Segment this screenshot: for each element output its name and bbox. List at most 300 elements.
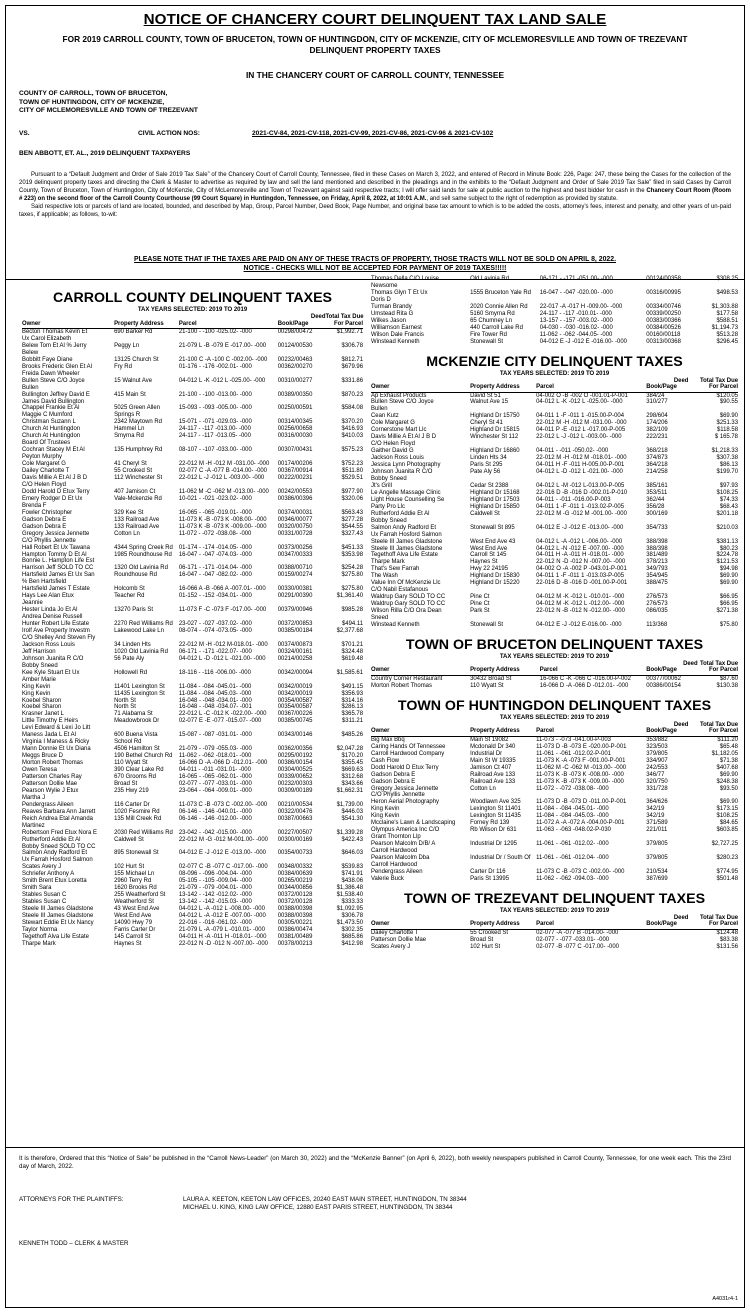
deed-cell: 388/398 [646,538,668,545]
tax-cell: $210.03 [716,524,738,531]
table-row [22,802,363,809]
tax-cell: $314.16 [341,697,363,704]
parcel-cell: 11-084 - -084 -045.03- -000 [536,813,609,820]
address-cell: 2342 Maytown Rd [114,419,162,426]
table-row [22,739,363,746]
table-row [22,558,363,565]
table-row [22,823,363,830]
tax-cell: $355.45 [341,760,363,767]
address-cell: 102 Hurt St [470,943,501,950]
table-row [22,878,363,885]
column-header: For Parcel [688,728,738,736]
parcel-cell: 06-171 - -171 -022.07- -000 [178,648,252,655]
table-row [22,934,363,941]
tax-cell [325,412,363,419]
owner-cell: Thomas Della C/O Louise [371,276,439,282]
address-cell: Woodlawn Ave 325 [470,799,521,806]
parcel-cell: 06-146 - -146 -040.01- -000 [178,808,252,815]
plaintiff-line: CITY OF MCLEMORESVILLE AND TOWN OF TREZEVANT [19,107,198,115]
deed-cell: 214/258 [646,469,668,476]
owner-cell: Value Inn Of McKenzie Llc [371,580,441,587]
column-header: Deed [310,314,326,320]
tax-cell: $438.06 [341,878,363,885]
table-row [371,615,738,622]
parcel-cell: 05-105 - -105 -009.04- -000 [178,878,252,885]
address-cell [470,862,536,869]
table-row [22,677,363,684]
address-cell: Meadowbrook Dr [114,718,160,725]
deed-cell [278,440,326,447]
owner-cell: Owen Teresa [22,767,57,774]
address-cell: 2270 Red Williams Rd [114,621,173,628]
table-row [371,675,738,682]
deed-cell [278,725,326,732]
owner-cell: Gregory Jessica Jennette [371,785,439,792]
deed-cell: 342/19 [646,813,665,820]
deed-cell: 00316/00030 [277,433,313,440]
tax-cell: $69.90 [719,771,738,778]
owner-cell: Cole Margaret G [371,420,415,427]
owner-cell: Martha J [22,794,46,801]
parcel-cell [179,677,278,684]
table-row [371,552,738,559]
deed-cell: 00346/00077 [277,516,313,523]
owner-cell: Mcclaine's Lawn & Landscaping [371,820,456,827]
address-cell: Paris St 13995 [470,875,510,882]
table-row [22,412,363,419]
column-header: Property Address [470,384,536,392]
table-row [22,753,363,760]
legal-notice-page [5,5,745,1308]
owner-cell: Becton Thomas Kevin Et [22,329,88,335]
table-row [22,510,363,517]
deed-cell: 00342/00094 [277,669,313,676]
table-row [371,827,738,834]
parcel-cell: 04-012 E -J -012 E -016.00- -000 [539,338,627,345]
tax-cell: $87.60 [719,675,738,682]
table-row [22,649,363,656]
section-title: TOWN OF TREZEVANT DELINQUENT TAXES [403,890,706,907]
tax-cell [325,454,363,461]
parcel-cell: 21-079 - -079 -055.03- -000 [178,746,252,753]
deed-cell: 362/44 [646,496,665,503]
table-row [371,744,738,751]
section-subtitle: TAX YEARS SELECTED: 2019 TO 2019 [499,907,610,914]
tax-cell [325,371,363,378]
tax-cell [688,834,738,841]
parcel-cell: 16-065 - -065 -019.01- -000 [178,509,252,516]
address-cell: 600 Buena Vista [114,732,158,739]
owner-cell: Waldrup Gary SOLD TO CC [371,594,446,601]
table-row [371,848,738,855]
tax-cell: $498.53 [716,289,738,296]
owner-cell: Bobby Sneed [22,662,58,669]
table-row [371,799,738,806]
owner-cell: Hall Robert Et Ux Tawana [22,544,90,551]
owner-cell: Grant Thornton Llp [371,834,421,841]
section-subtitle: TAX YEARS SELECTED: 2019 TO 2019 [499,714,610,721]
table-row [371,736,738,743]
owner-cell: Emery Rodger D Et Ux [22,495,83,502]
column-header: Owner [371,667,470,675]
owner-cell: Wilson Rilla C/O Ora Dean [371,608,442,615]
deed-cell [278,558,326,565]
ad-code: A4031r4-1 [712,1296,738,1302]
address-cell: 71 Alabama St [114,711,153,718]
deed-cell [278,412,326,419]
owner-cell: Jt's Grill [371,482,392,489]
owner-cell: Pendergrass Aileen [371,868,423,875]
parcel-cell: 04-012 L -D -012 L -021.00- -000 [178,655,266,662]
table-row [22,837,363,844]
table-row [22,795,363,802]
section-title: TOWN OF HUNTINGDON DELINQUENT TAXES [397,697,712,714]
address-cell [114,371,179,378]
table-row [22,746,363,753]
tax-cell: $170.20 [341,753,363,760]
address-cell: Highland Dr 16860 [470,448,520,455]
table-row [371,427,738,434]
parcel-cell: 22-012 M -G -012 M-001.00- -000 [178,836,268,843]
table-row [22,913,363,920]
tax-cell [325,538,363,545]
deed-cell: 334/907 [646,757,668,764]
parcel-cell: 04-012 E -J -012 E -013.00- -000 [536,524,624,531]
table-row [371,622,738,629]
owner-cell: Hester Linda Jo Et Al [22,607,78,614]
deed-cell [278,538,326,545]
tax-cell: $1,182.05 [711,750,738,757]
address-cell [114,795,179,802]
table-row [22,927,363,934]
table-row [371,406,738,413]
parcel-cell: 23-042 - -042 -015.00- -000 [178,829,252,836]
deed-cell [646,615,688,622]
owner-cell: Taylor Norma [22,926,58,933]
tax-cell: $494.11 [341,621,363,628]
parcel-cell [536,792,646,799]
civil-action-numbers: 2021-CV-84, 2021-CV-118, 2021-CV-99, 2021-CV-86, 2021-CV-96 & 2021-CV-102 [252,130,494,137]
tax-cell [698,283,738,290]
address-cell: 155 Michael Ln [114,871,155,878]
parcel-cell [540,283,646,290]
parcel-cell: 11-073 F -C -073 F -017.00- -000 [178,607,267,614]
deed-cell: 00330/00381 [277,586,313,593]
parcel-cell: 22-012 L -J -012 L -003.00- -000 [536,434,622,441]
parcel-cell: 11-061 - -061 -012.02- -000 [536,841,609,848]
owner-cell: Irolf Ave Property Investm [22,627,90,634]
address-cell: 407 Jamison Ct [114,488,156,495]
parcel-cell: 11-061 - -061 -012.04- -000 [536,855,609,862]
deed-cell [278,454,326,461]
column-header: Deed [673,721,689,728]
address-cell: 55 Crooked St [114,468,153,475]
table-row [371,772,738,779]
table-row [371,869,738,876]
owner-cell: Valerie Buck [371,875,404,882]
parcel-cell: 21-100 C -A -100 C -002.00- -000 [178,356,268,363]
parcel-cell: 21-079 L -A -079 L -010.01- -000 [178,926,265,933]
deed-cell: 00385/00745 [277,718,313,725]
parcel-cell: 06-146 - -146 -012.00- -000 [178,815,252,822]
address-cell: Teacher Rd [114,593,145,600]
deed-cell: 00307/00431 [277,447,313,454]
deed-cell [278,385,326,392]
tax-cell [325,440,363,447]
owner-cell: Gadson Debra E [22,523,67,530]
address-cell: 2030 Red Williams Rd [114,829,173,836]
parcel-cell [179,725,278,732]
tax-cell: $254.28 [341,565,363,572]
address-cell [470,476,536,483]
owner-cell: Salmon Andy Radford Et [371,524,437,531]
address-cell: 14090 Hwy 79 [114,920,153,927]
tax-cell: $812.71 [341,356,363,363]
tax-cell: $286.13 [341,704,363,711]
address-cell: 13125 Church St [114,356,159,363]
address-cell: Holcomb St [114,586,145,593]
tax-cell: $343.66 [341,780,363,787]
parcel-cell [179,350,278,357]
tax-cell: $1,473.50 [336,920,363,927]
tax-cell: $69.90 [719,573,738,580]
address-cell [114,600,179,607]
deed-cell: 379/805 [646,750,668,757]
owner-cell: Davis Millie A Et Al J B D [22,475,88,482]
owner-cell: Steele III James Gladstone [371,545,443,552]
table-row [371,504,738,511]
tax-cell [325,399,363,406]
address-cell: Hwy 22 24195 [470,566,509,573]
parcel-cell: 11-073 K -B -073 K -009.00- -000 [536,778,624,785]
owner-cell: Wilkes Jason [371,317,406,324]
owner-cell: Patterson Dollie Mae [22,780,78,787]
owner-cell: Party Pro Llc [371,503,405,510]
table-row [22,725,363,732]
owner-cell: Williamson Earnest [371,324,422,331]
tax-table [22,314,363,948]
table-row [22,350,363,357]
table-row [371,573,738,580]
tax-cell: $446.03 [341,808,363,815]
owner-cell: Dailey Charlotte T [371,929,419,936]
owner-cell: Umstead Rita G [371,310,414,317]
table-row [371,276,738,283]
parcel-cell: 11-062 - -062 -018.01- -000 [178,753,252,760]
parcel-cell [536,587,646,594]
deed-cell: 353/882 [646,736,668,743]
address-cell: 43 West End Ave [114,906,160,913]
tax-cell [688,476,738,483]
deed-cell: 349/793 [646,566,668,573]
tax-cell: $752.23 [341,461,363,468]
address-cell: 133 Railroad Ave [114,523,160,530]
address-cell: 670 Grooms Rd [114,774,156,780]
owner-cell: Pearson Malcolm Dba [371,855,430,862]
table-row [371,834,738,841]
address-cell: North St [114,697,136,704]
parcel-cell: 08-096 - -096 -004.04- -000 [178,871,252,878]
table-row [22,496,363,503]
address-cell: Rb Wilson Dr 631 [470,827,517,834]
tax-cell: $90.55 [719,399,738,406]
parcel-cell: 11-073 K -B -073 K -008.00- -000 [536,771,624,778]
section-subtitle: TAX YEARS SELECTED: 2019 TO 2019 [499,653,610,660]
attorneys-list [183,1196,467,1212]
deed-cell: 00316/00995 [646,289,681,296]
address-cell: Walnut Ave 15 [470,399,509,406]
table-row [22,906,363,913]
tax-cell: $513.28 [716,331,738,338]
owner-cell: Pearson Wylie J Etux [22,787,79,794]
address-cell: Pate Aly 56 [470,469,501,476]
tax-cell: $302.35 [341,926,363,933]
deed-cell: 00389/00350 [277,391,313,398]
tax-cell [325,795,363,802]
address-cell: Highland Dr 15815 [470,427,520,434]
parcel-cell: 04-012 L -A -012 E -007.00- -000 [178,913,266,920]
tax-table [371,276,738,346]
table-row [22,405,363,412]
address-cell: 5025 Green Allen [114,405,160,412]
parcel-cell [179,739,278,746]
deed-cell [646,937,688,944]
tax-cell: $66.95 [719,594,738,601]
deed-cell [278,350,326,357]
deed-cell: 00227/00507 [277,829,313,836]
owner-cell: Church At Huntingdon [22,426,81,433]
owner-cell: Virginia I Maness & Ricky [22,739,90,746]
deed-cell [278,399,326,406]
owner-cell: Bobby Sneed SOLD TO CC [22,843,96,850]
tax-cell: $71.38 [719,757,738,764]
deed-cell: 342/19 [646,806,665,813]
address-cell: Pine Ct [470,601,490,608]
address-cell [470,848,536,855]
table-row [22,524,363,531]
tax-cell: $324.48 [341,648,363,655]
deed-cell: 368/218 [646,448,668,455]
parcel-cell [536,834,646,841]
tax-cell: $68.43 [719,503,738,510]
parcel-cell: 11-073 D -B -073 E -020.00-P-001 [536,743,627,750]
tax-cell: $646.03 [341,850,363,857]
parcel-cell: 10-021 - -021 -023.02- -000 [178,495,252,502]
owner-cell: Waldrup Gary SOLD TO CC [371,601,446,608]
tax-cell: $65.48 [719,743,738,750]
tax-cell [325,385,363,392]
parcel-cell: 04-011 1 -F -011 1 -013.02-P-005 [536,503,625,510]
parcel-cell [536,848,646,855]
tax-cell: $83.38 [719,936,738,943]
parcel-cell [179,482,278,489]
deed-cell: 00295/00192 [277,753,313,760]
address-cell: Lexington St 11401 [470,806,521,813]
deed-cell: 00384/00526 [646,324,681,331]
address-cell [470,587,536,594]
address-cell: Jamison Ct 407 [470,764,512,771]
address-cell: Main St 19082 [470,736,509,743]
tax-cell [688,792,738,799]
deed-cell: 382/109 [646,427,668,434]
parcel-cell [536,441,646,448]
tax-cell: $701.21 [341,641,363,648]
owner-cell: King Kevin [22,690,51,697]
deed-cell: 00265/00219 [277,878,313,885]
parcel-cell [536,862,646,869]
table-row [22,371,363,378]
address-cell: 415 Main St [114,391,146,398]
parcel-cell [179,385,278,392]
deed-cell: 298/604 [646,413,668,420]
tax-cell [325,614,363,621]
tax-cell [688,587,738,594]
table-row [22,760,363,767]
tax-cell: $248.38 [716,778,738,785]
owner-cell: Patterson Dollie Mae [371,936,427,943]
owner-cell: C/O Helen Floyd [22,481,66,488]
deed-cell: 00232/00463 [277,356,313,363]
address-cell [114,844,179,851]
deed-cell: 00373/00256 [277,544,313,551]
table-row [22,767,363,774]
table-row [22,503,363,510]
tax-cell: $541.30 [341,815,363,822]
table-row [22,614,363,621]
address-cell: Cotton Ln [470,785,496,792]
parcel-cell: 16-066 D -A -066 D -012.01- -000 [178,760,268,767]
tax-cell: $870.23 [341,391,363,398]
owner-cell: James David Bullington [22,398,85,405]
address-cell [114,538,179,545]
owner-cell: Kee Kyle Stuart Et Ux [22,669,80,676]
table-row [22,517,363,524]
table-row [22,538,363,545]
owner-cell: Reich Andrea Etal Amanda [22,815,93,822]
deed-cell: 00322/00476 [277,808,313,815]
address-cell: Haynes St [114,940,142,947]
owner-cell: Johnson Juanita R C/O [371,469,433,476]
owner-cell: Bullen Steve C/O Joyce [22,377,85,384]
owner-cell: Amber Marie [22,676,56,683]
parcel-cell: 21-100 - -100 -013.00- -000 [178,391,252,398]
column-header: For Parcel [325,321,363,329]
subtitle-line-1: FOR 2019 CARROLL COUNTY, TOWN OF BRUCETON, TOWN OF HUNTINGDON, CITY OF MCKENZIE, CITY OF MCLEMORESVILLE AND TOWN OF TREZEVANT [62,34,688,44]
parcel-cell [179,503,278,510]
tax-cell: $1,339.28 [336,829,363,836]
owner-cell: Jeff Harrison [22,648,56,655]
column-header: Book/Page [646,728,688,736]
deed-cell: 00362/00270 [277,363,313,370]
parcel-cell: 02-077 C -B -077 C -017.00- -000 [178,864,268,871]
deed-cell: 00388/00398 [277,913,313,920]
parcel-cell: 23-064 - -064 -009.01- -000 [178,787,252,794]
column-header: Owner [371,384,470,392]
owner-cell: Gregory Jessica Jennette [22,530,90,537]
address-cell: 30432 Broad St [470,675,512,682]
deed-cell [646,297,697,304]
owner-cell: Caring Hands Of Tennessee [371,743,446,750]
deed-cell [278,823,326,830]
deed-cell: 00334/00746 [646,303,681,310]
address-cell [114,663,179,670]
tax-cell: $407.68 [716,764,738,771]
parcel-cell: 04-011 H -A -011 H -018.01- -000 [536,552,624,559]
owner-cell: Big Max Bbq [371,736,405,743]
owner-cell: Tegethoff Alva Life Estate [22,933,89,940]
notice-line-1: PLEASE NOTE THAT IF THE TAXES ARE PAID ON ANY OF THESE TRACTS OF PROPERTY, THOSE TRACTS WILL NOT BE SOLD ON APRIL 8, 2022. [133,256,616,263]
table-row [371,758,738,765]
